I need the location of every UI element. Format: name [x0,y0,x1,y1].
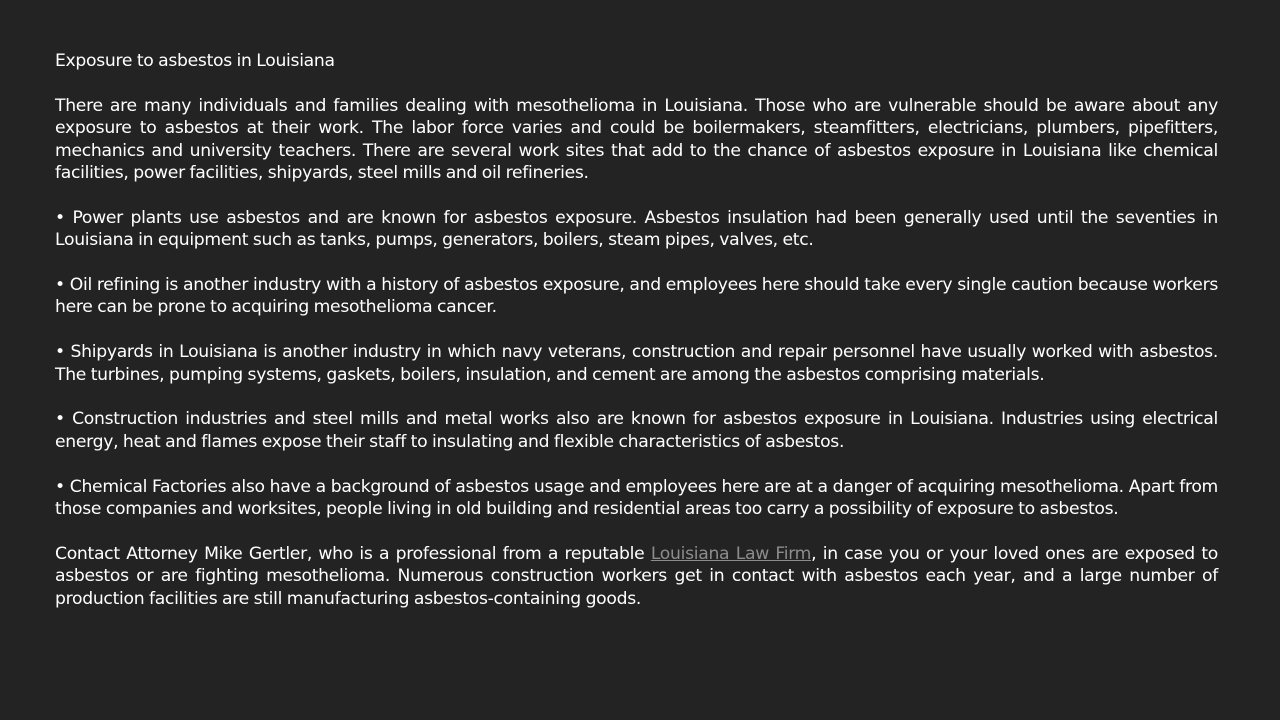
louisiana-law-firm-link[interactable]: Louisiana Law Firm [650,543,812,564]
slide-content [55,50,1218,610]
contact-text-after: , in case you or your loved ones are exposed to asbestos or are fighting mesothelioma. Numerous construction workers get in contact with asbestos each year, and a large number of production facilities are still manufacturing asbestos-containing goods. [55,543,1218,609]
bullet-power-plants: • Power plants use asbestos and are known for asbestos exposure. Asbestos insulation had been generally used until the seventies in Louisiana in equipment such as tanks, pumps, generators, boilers, steam pipes, valves, etc. [55,207,1218,251]
contact-text-before: Contact Attorney Mike Gertler, who is a professional from a reputable [55,543,651,564]
bullet-construction: • Construction industries and steel mills and metal works also are known for asbestos exposure in Louisiana. Industries using electrical energy, heat and flames expose their staff to insulating and flexible characteristics of asbestos. [55,409,1218,452]
bullet-oil-refining: • Oil refining is another industry with a history of asbestos exposure, and employees here should take every single caution because workers here can be prone to acquiring mesothelioma cancer. [55,275,1218,318]
bullet-shipyards: • Shipyards in Louisiana is another industry in which navy veterans, construction and repair personnel have usually worked with asbestos. The turbines, pumping systems, gaskets, boilers, insulation, and cement are among the asbestos comprising materials. [55,342,1218,385]
intro-paragraph: There are many individuals and families dealing with mesothelioma in Louisiana. Those who are vulnerable should be aware about any exposure to asbestos at their work. The labor force varies and could be boilermakers, steamfitters, electricians, plumbers, pipefitters, mechanics and university teachers. There are several work sites that add to the chance of asbestos exposure in Louisiana like chemical facilities, power facilities, shipyards, steel mills and oil refineries. [55,95,1218,184]
contact-paragraph [55,543,1218,610]
bullet-chemical-factories: • Chemical Factories also have a background of asbestos usage and employees here are at a danger of acquiring mesothelioma. Apart from those companies and worksites, people living in old building and residential areas too carry a possibility of exposure to asbestos. [55,476,1218,520]
document-title: Exposure to asbestos in Louisiana [55,51,335,71]
